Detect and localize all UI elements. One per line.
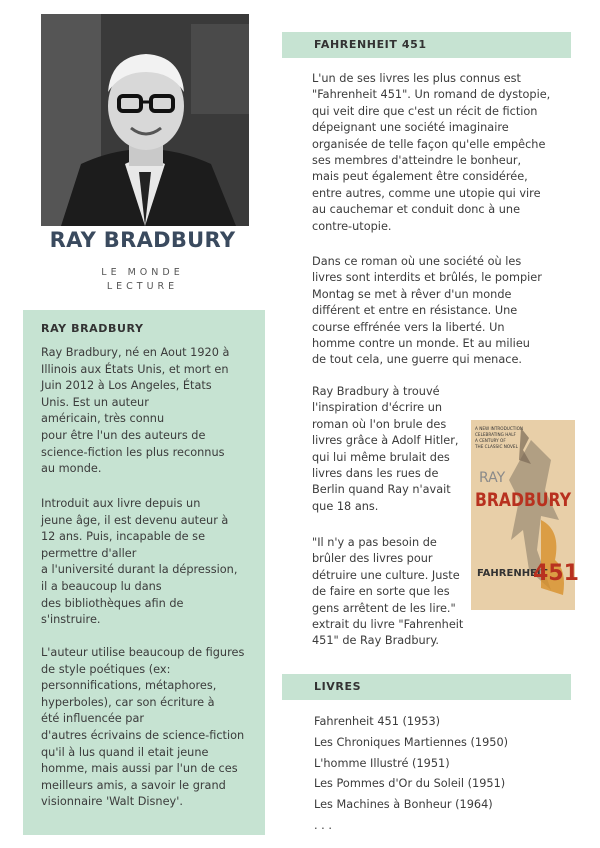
book-cover-art: [471, 420, 579, 610]
text-line: 451" de Ray Bradbury.: [312, 634, 439, 648]
text-line: L'un de ses livres les plus connus est: [312, 72, 521, 85]
text-line: "Il n'y a pas besoin de: [312, 536, 437, 549]
text-line: 12 ans. Puis, incapable de se: [41, 530, 206, 544]
text-line: au cauchemar et conduit donc à une: [312, 203, 521, 217]
text-line: course effrénée vers la liberté. Un: [312, 320, 505, 334]
text-line: gens arrêtent de les lire.": [312, 601, 456, 615]
biography-title: RAY BRADBURY: [41, 322, 144, 335]
cover-top-text: THE CLASSIC NOVEL: [475, 444, 518, 449]
text-line: Montag se met à rêver d'un monde: [312, 287, 512, 301]
fahrenheit-paragraph-1: [312, 71, 550, 235]
text-line: l'inspiration d'écrire un: [312, 401, 443, 415]
text-line: jeune âge, il est devenu auteur à: [41, 513, 229, 527]
text-line: différent et entre en résistance. Une: [312, 304, 518, 318]
text-line: personnifications, métaphores,: [41, 679, 217, 693]
author-name: RAY BRADBURY: [49, 228, 236, 252]
text-line: permettre d'aller: [41, 546, 137, 560]
portrait-image: [41, 14, 249, 226]
text-line: extrait du livre "Fahrenheit: [312, 618, 464, 632]
text-line: Berlin quand Ray n'avait: [312, 483, 451, 497]
text-line: hyperboles), car son écriture à: [41, 695, 215, 709]
text-line: Ray Bradbury à trouvé: [312, 385, 440, 398]
text-line: meilleurs amis, a savoir le grand: [41, 778, 226, 792]
text-line: s'instruire.: [41, 613, 101, 627]
cover-top-text: A CENTURY OF: [475, 438, 506, 443]
book-cover: [471, 420, 579, 610]
text-line: américain, très connu: [41, 412, 165, 426]
list-item: Fahrenheit 451 (1953): [314, 715, 441, 728]
cover-top-text: A NEW INTRODUCTION: [475, 426, 524, 431]
list-item: L'homme Illustré (1951): [314, 756, 450, 770]
text-line: entre autres, comme une utopie qui vire: [312, 186, 541, 200]
text-line: dépeignant une société imaginaire: [312, 121, 509, 135]
text-line: "Fahrenheit 451". Un romand de dystopie,: [312, 88, 551, 102]
fahrenheit-quote: [312, 535, 463, 650]
text-line: Dans ce roman où une société où les: [312, 255, 522, 268]
cover-title: FAHRENHEIT: [477, 568, 548, 579]
text-line: Ray Bradbury, né en Aout 1920 à: [41, 346, 230, 359]
cover-author-first: RAY: [479, 470, 506, 486]
text-line: organisée de telle façon qu'elle empêche: [312, 137, 546, 151]
text-line: qui veit dire que c'est un récit de fiction: [312, 104, 538, 118]
list-item: Les Chroniques Martiennes (1950): [314, 735, 509, 749]
biography-paragraph-1: [41, 345, 263, 478]
text-line: de tout cela, une guerre qui menace.: [312, 353, 523, 367]
text-line: livres dans les rues de: [312, 467, 439, 481]
text-line: mais peut également être considérée,: [312, 170, 528, 184]
tagline: [0, 266, 285, 294]
text-line: homme contre un monde. Et au milieu: [312, 337, 530, 351]
fahrenheit-header: FAHRENHEIT 451: [282, 32, 571, 58]
text-line: qui lui même brulait des: [312, 450, 450, 464]
portrait-photo: [41, 14, 249, 226]
fahrenheit-paragraph-3: [312, 384, 459, 515]
text-line: détruire une culture. Juste: [312, 568, 460, 582]
text-line: d'autres écrivains de science-fiction: [41, 728, 245, 742]
text-line: que 18 ans.: [312, 499, 379, 513]
text-line: de faire en sorte que les: [312, 585, 450, 599]
biography-paragraph-2: [41, 496, 263, 629]
text-line: contre-utopie.: [312, 219, 392, 233]
list-item: . . .: [314, 818, 332, 832]
text-line: L'auteur utilise beaucoup de figures: [41, 646, 245, 659]
cover-author-last: BRADBURY: [475, 489, 572, 511]
text-line: Juin 2012 à Los Angeles, États: [41, 379, 212, 393]
list-item: Les Machines à Bonheur (1964): [314, 798, 493, 812]
fahrenheit-paragraph-2: [312, 254, 542, 369]
text-line: il a beaucoup lu dans: [41, 579, 162, 593]
list-item: Les Pommes d'Or du Soleil (1951): [314, 777, 506, 791]
text-line: de style poétiques (ex:: [41, 662, 171, 676]
text-line: roman où l'on brule des: [312, 417, 447, 431]
biography-paragraph-3: [41, 645, 263, 811]
text-line: livres sont interdits et brûlés, le pompier: [312, 271, 542, 285]
text-line: livres grâce à Adolf Hitler,: [312, 434, 459, 448]
text-line: Illinois aux États Unis, et mort en: [41, 362, 229, 376]
text-line: brûler des livres pour: [312, 552, 433, 566]
text-line: pour être l'un des auteurs de: [41, 428, 206, 442]
text-line: Unis. Est un auteur: [41, 395, 149, 409]
text-line: été influencée par: [41, 712, 145, 726]
tagline-line: LE MONDE: [101, 267, 184, 278]
text-line: qu'il à lus quand il etait jeune: [41, 745, 209, 759]
cover-top-text: CELEBRATING HALF: [475, 432, 516, 437]
text-line: visionnaire 'Walt Disney'.: [41, 795, 183, 809]
book-list: [314, 712, 508, 837]
tagline-line: LECTURE: [106, 281, 179, 292]
text-line: science-fiction les plus reconnus: [41, 445, 225, 459]
text-line: au monde.: [41, 462, 102, 476]
text-line: ses membres d'atteindre le bonheur,: [312, 154, 522, 168]
livres-header: LIVRES: [282, 674, 571, 700]
text-line: Introduit aux livre depuis un: [41, 497, 201, 510]
cover-number: 451: [533, 561, 579, 586]
text-line: a l'université durant la dépression,: [41, 563, 238, 577]
text-line: des bibliothèques afin de: [41, 596, 184, 610]
text-line: homme, mais aussi par l'un de ces: [41, 762, 238, 776]
